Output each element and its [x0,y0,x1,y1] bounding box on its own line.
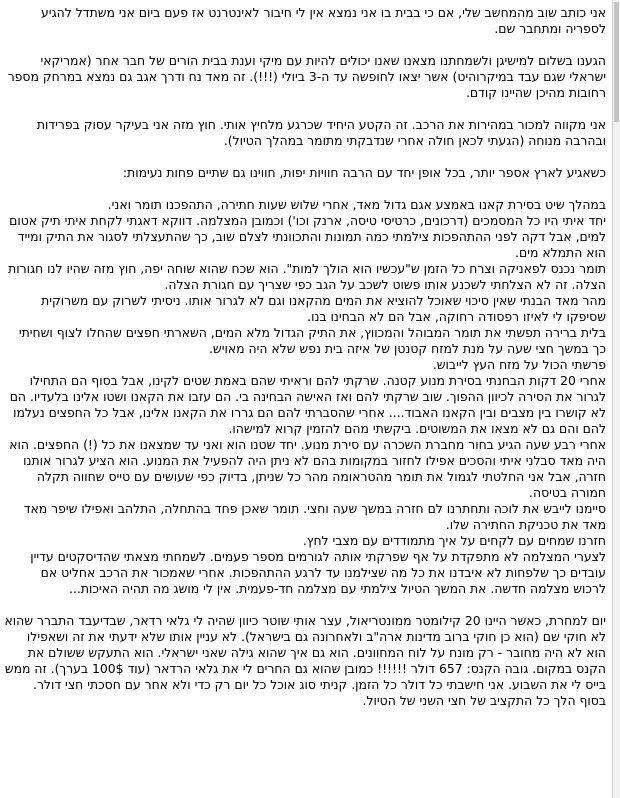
story-line: מהר מאד הבנתי שאין סיכוי שאוכל להוציא את המים מהקאנו וגם לא לגרור אותו. ניסיתי לשרוק עם משרוקית שסיפקו לי לאיזו רפסודה רחוקה, אבל הם לא הבחינו בנו. [41,293,606,324]
story-line: יחד איתי היו כל המסמכים (דרכונים, כרטיסי טיסה, ארנק וכו') וכמובן המצלמה. דווקא דאגתי לקחת איתי תיק אטום למים, אבל דקה לפני ההתהפכות צילמתי כמה תמונות והתכוונתי לצלם שוב, כך שהתעצלתי לסגור את התיק ומייד הוא התמלא מים. [9,213,606,260]
vertical-scrollbar[interactable] [612,0,620,798]
story-line: חזרנו שמחים עם לקחים על איך מתמודדים עם מצבי לחץ. [302,533,606,548]
story-line: בלית ברירה תפשתי את תומר המבוהל והמכווץ, את התיק הגדול מלא המים, השארתי חפצים שהחלו לצוף ושחיתי כך במשך חצי שעה על מנת למזח קטנטן של איזה בית נפש שלא היה מאויש. [18,325,606,356]
paragraph-intro: אני כותב שוב מהמחשב שלי, אם כי בבית בו אני נמצא אין לי חיבור לאינטרנט אז פעם ביום אני משתדל להגיע לספריה ומתחבר שם. [41,5,606,36]
story-line: לצערי המצלמה לא מתפקדת על אף שפרקתי אותה לגורמים מספר פעמים. לשמחתי מצאתי שהדיסקטים עדיין עובדים כך שלפחות לא איבדנו את כל מה שצילמנו עד לרגע ההתהפכות. אחרי שאמכור את הרכב אחליט אם לרכוש מצלמה חדשה. את המשך הטיול צילמתי עם מצלמה חד-פעמית. אין לי מושג מה תהיה האיכות... [30,549,606,596]
story-line: סיימנו לייבש את לוכה ותחתרנו לם חזרה במשך שעה וחצי. תומר שאכן פחד בהתחלה, התלהב ואפילו שיפר מאד מאד את טכניקת החתירה שלו. [23,501,606,532]
story-line: פרשתי הכול על מזח העץ לייבוש. [432,357,606,372]
paragraph-arrival: הגענו בשלום למישיגן ולשמחתנו מצאנו שאנו יכולים להיות עם מיקי וענת בבית הורים של חבר אחר (אמריקאי ישראלי שגם עבד במיקרוהיט) אשר יצאו לחופשה עד ה-3 ביולי (!!!). זה מאד נח ודרך אגב גם נמצא במרחק מספר רחובות מהיכן שהיינו קודם. [7,53,606,100]
story-line: אחרי 20 דקות הבחנתי בסירת מנוע קטנה. שרקתי להם וראיתי שהם באמת שטים לקינו, אבל בסוף הם התחילו לגרור את הסירה לכיוון ההפוך. שוב שרקתי להם ואז האישה הבחינה בי. הם עזבו את הקאנו ושטו אלינו בלעדיו. הם לא קושרו בין מצבים ובין הקאנו האבוד.... אחרי שהסברתי להם הם גררו את הקאנו אלינו, אבל כל החפצים נעלמו להם והם גם לא מצאו את המשוטים. ביקשתי מהם להזמין קרוא למישהו. [9,373,606,436]
paragraph-police: יום למחרת, כאשר היינו 20 קילומטר ממונטריאול, עצר אותי שוטר כיוון שהיה לי גלאי רדאר, שבדיעבד התברר שהוא לא חוקי שם (הוא כן חוקי ברוב מדינות ארה"ב ולאחרונה גם בישראל). לא עניין אותו שלא ידעתי את זה ושאפילו הוא לא היה מחובר - רק מונח על לוח המחוונים. הוא גם איך שהוא גילה שאני ישראלי. הוא התעקש ששולם את הקנס במקום. גובה הקנס: 657 דולר !!!!!! כמובן שהוא גם החרים לי את גלאי הרדאר (עוד 100$ בערך). זה ממש בייס לי את השבוע. אני חישבתי כל דולר כל הזמן. קניתי סוג אוכל כל יום רק כדי ולא אחר עם חסכתי חצי דולר. בסוף הלך כל התקציב של חצי השני של הטיול. [4,613,606,708]
paragraph-car: אני מקווה למכור במהירות את הרכב. זה הקטע היחיד שכרגע מלחיץ אותי. חוץ מזה אני בעיקר עסוק בפרידות ובהרבה מנוחה (הגעתי לכאן חולה אחרי שנדבקתי מתומר במהלך הטיול). [36,117,606,148]
story-line: במהלך שיט בסירת קאנו באמצע אגם גדול מאד, אחרי שלוש שעות חתירה, התהפכנו תומר ואני. [107,197,606,212]
canoe-story [4,197,606,597]
paragraph-summary: כשאגיע לארץ אספר יותר, בכל אופן יחד עם הרבה חוויות יפות, חווינו גם שתיים פחות נעימות: [122,165,606,180]
scrollbar-thumb[interactable] [614,2,619,122]
story-line: תומר נכנס לפאניקה וצרח כל הזמן ש"עכשיו הוא הולך למות". הוא שכח שהוא שוחה יפה, חוץ מזה שהיו לנו חגורות הצלה. זה לא הצלחתי לשכנע אותו פשוט לשכב על הגב כפי שצריך עם חגורת הצלה. [8,261,606,292]
story-line: אחרי רבע שעה הגיע בחור מחברת השכרה עם סירת מנוע. יחד שטנו הוא ואני עד שמצאנו את כל (!) החפצים. הוא היה מאד סבלני איתי והסכים אפילו לחזור במקומות בהם לא ניתן היה להפעיל את המנוע. הוא הציע לגרור אותנו חזרה, אבל אני החלטתי לגמול את תומר מהטראומה מהר כל שניתן, בדיוק כפי שעושים עם טייס שחווה תקלה חמורה בטיסה. [9,437,606,500]
